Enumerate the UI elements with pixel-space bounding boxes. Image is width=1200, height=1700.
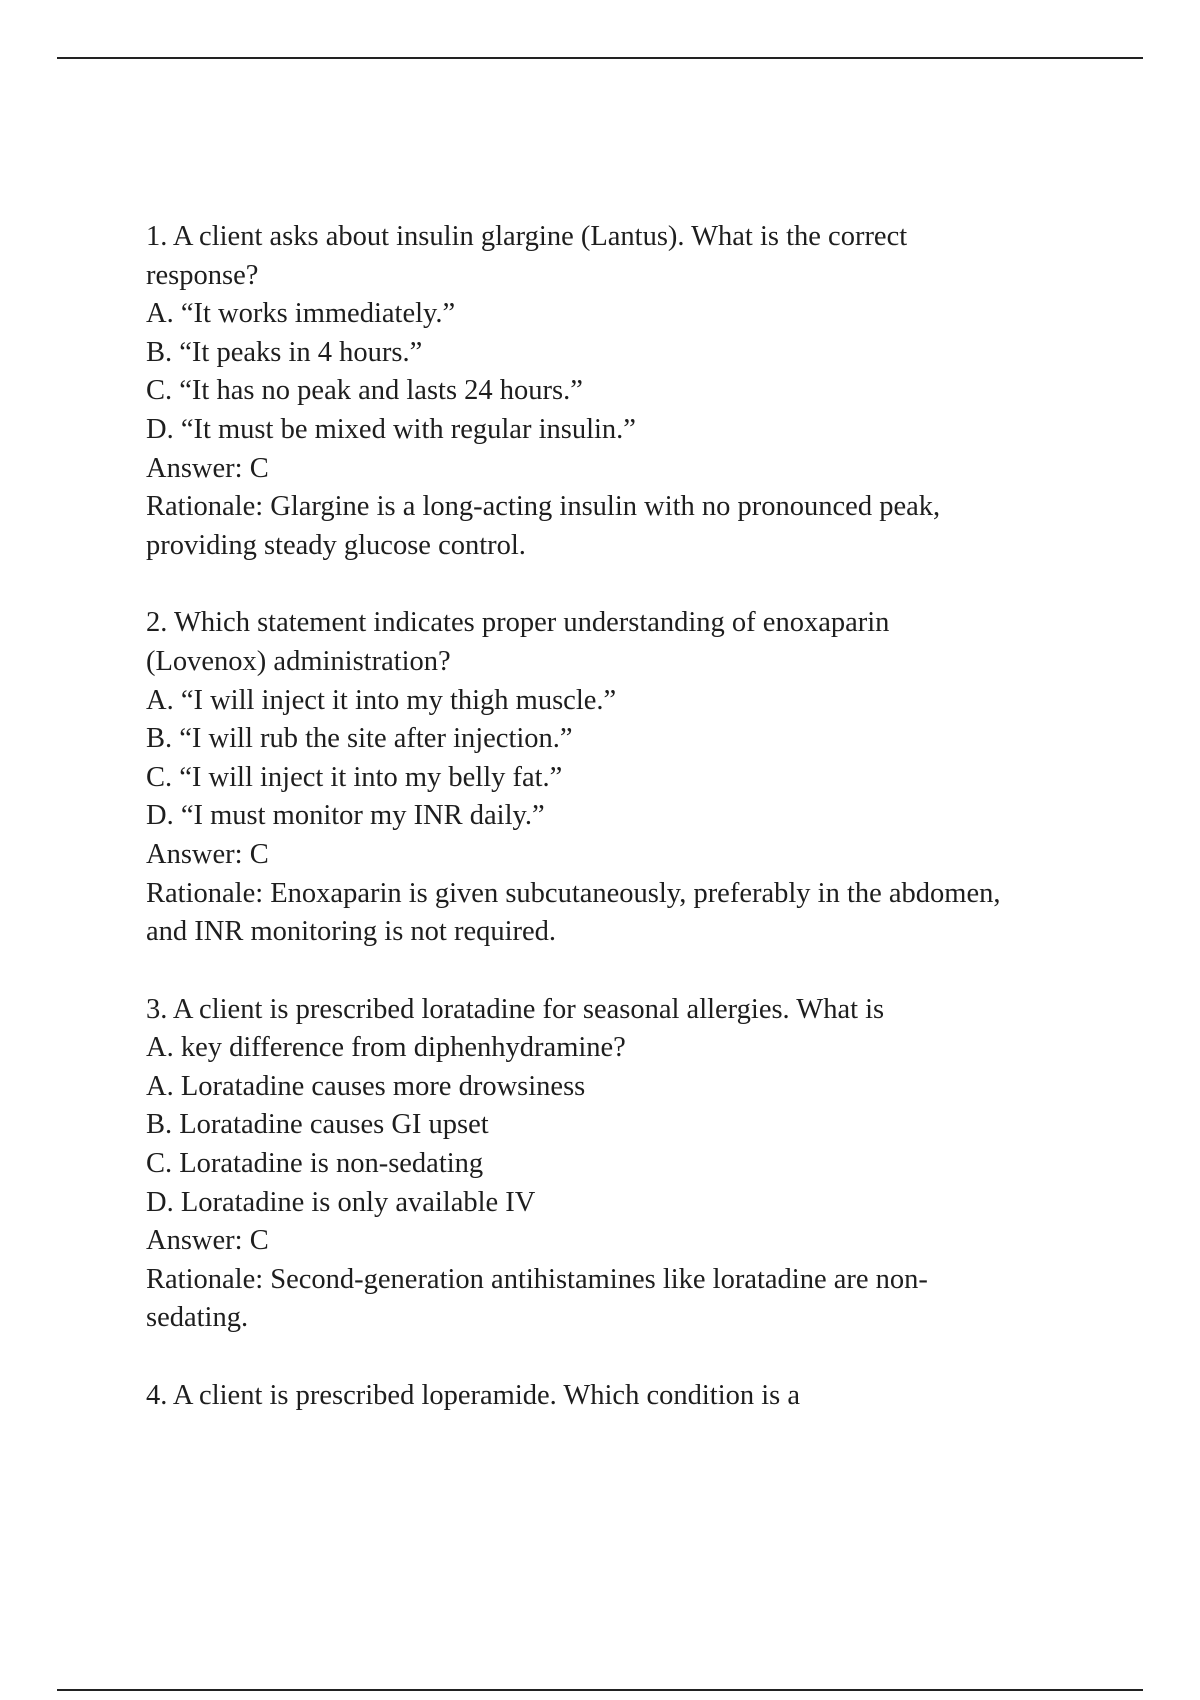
option-b: B. “I will rub the site after injection.” — [146, 723, 573, 755]
rationale: Rationale: Glargine is a long-acting insulin with no pronounced peak, providing steady glucose control. — [146, 491, 941, 561]
option-d: D. “I must monitor my INR daily.” — [146, 800, 545, 832]
option-c: C. “I will inject it into my belly fat.” — [146, 761, 563, 793]
option-a: A. Loratadine causes more drowsiness — [146, 1070, 586, 1102]
question-3 — [146, 991, 1026, 1338]
question-stem-line-2: A. key difference from diphenhydramine? — [146, 1032, 626, 1064]
question-stem: 1. A client asks about insulin glargine (Lantus). What is the correct response? — [146, 221, 908, 291]
rationale: Rationale: Enoxaparin is given subcutaneously, preferably in the abdomen, and INR monitoring is not required. — [146, 877, 1001, 948]
option-d: D. “It must be mixed with regular insulin.” — [146, 413, 636, 445]
answer: Answer: C — [146, 838, 269, 870]
footer-rule — [57, 1689, 1143, 1691]
option-a: A. “I will inject it into my thigh muscle.” — [146, 684, 617, 716]
option-c: C. Loratadine is non-sedating — [146, 1148, 484, 1180]
question-stem-line-1: 3. A client is prescribed loratadine for seasonal allergies. What is — [146, 993, 885, 1025]
option-b: B. “It peaks in 4 hours.” — [146, 336, 423, 368]
header-rule — [57, 57, 1143, 59]
option-a: A. “It works immediately.” — [146, 298, 456, 330]
question-2 — [146, 604, 1026, 951]
option-b: B. Loratadine causes GI upset — [146, 1109, 489, 1141]
question-4 — [146, 1377, 1026, 1416]
document-body — [146, 218, 1026, 1455]
question-1 — [146, 218, 1026, 565]
option-d: D. Loratadine is only available IV — [146, 1186, 536, 1218]
answer: Answer: C — [146, 1225, 269, 1257]
option-c: C. “It has no peak and lasts 24 hours.” — [146, 375, 583, 407]
answer: Answer: C — [146, 452, 269, 484]
question-stem: 2. Which statement indicates proper understanding of enoxaparin (Lovenox) administration? — [146, 607, 890, 677]
question-stem: 4. A client is prescribed loperamide. Which condition is a — [146, 1380, 801, 1412]
rationale: Rationale: Second-generation antihistamines like loratadine are non-sedating. — [146, 1263, 928, 1334]
